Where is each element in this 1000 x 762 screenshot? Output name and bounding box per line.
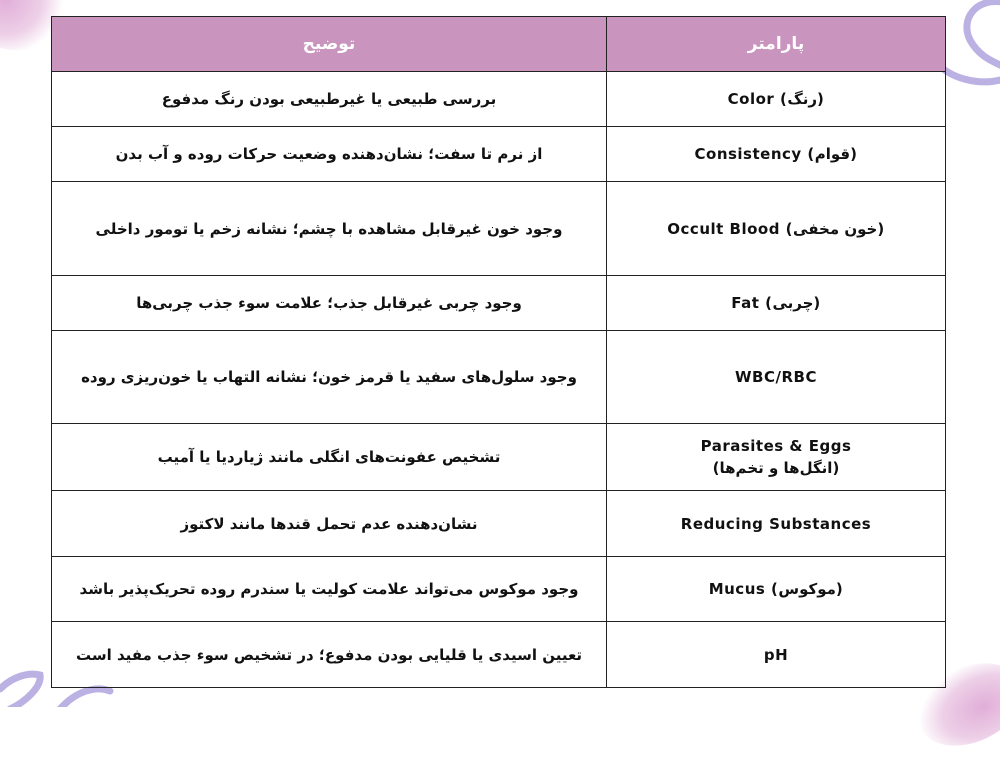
table-row bbox=[52, 72, 946, 127]
parameter-cell: pH bbox=[607, 622, 946, 688]
table-row bbox=[52, 622, 946, 688]
table-row bbox=[52, 424, 946, 491]
column-header-description: توضیح bbox=[52, 17, 607, 72]
description-cell: تشخیص عفونت‌های انگلی مانند ژیاردیا یا آمیب bbox=[52, 424, 607, 491]
parameter-cell: Mucus (موکوس) bbox=[607, 557, 946, 622]
table-row bbox=[52, 491, 946, 557]
description-cell: وجود موکوس می‌تواند علامت کولیت یا سندرم روده تحریک‌پذیر باشد bbox=[52, 557, 607, 622]
table-row bbox=[52, 276, 946, 331]
parameter-cell: Occult Blood (خون مخفی) bbox=[607, 182, 946, 276]
table-row bbox=[52, 182, 946, 276]
description-cell: وجود چربی غیرقابل جذب؛ علامت سوء جذب چربی‌ها bbox=[52, 276, 607, 331]
column-header-parameter: پارامتر bbox=[607, 17, 946, 72]
description-cell: از نرم تا سفت؛ نشان‌دهنده وضعیت حرکات روده و آب بدن bbox=[52, 127, 607, 182]
stool-test-parameters-table bbox=[51, 16, 946, 688]
parameter-cell: Reducing Substances bbox=[607, 491, 946, 557]
description-cell: وجود خون غیرقابل مشاهده با چشم؛ نشانه زخم یا تومور داخلی bbox=[52, 182, 607, 276]
table-row bbox=[52, 127, 946, 182]
parameter-cell: Color (رنگ) bbox=[607, 72, 946, 127]
parameter-line-1: Parasites & Eggs bbox=[700, 437, 852, 455]
table-row bbox=[52, 557, 946, 622]
parameter-line-2: (انگل‌ها و تخم‌ها) bbox=[712, 459, 840, 477]
parameter-cell: WBC/RBC bbox=[607, 331, 946, 424]
parameter-cell bbox=[607, 424, 946, 491]
description-cell: بررسی طبیعی یا غیرطبیعی بودن رنگ مدفوع bbox=[52, 72, 607, 127]
table-row bbox=[52, 331, 946, 424]
description-cell: وجود سلول‌های سفید یا قرمز خون؛ نشانه التهاب یا خون‌ریزی روده bbox=[52, 331, 607, 424]
table-header-row bbox=[52, 17, 946, 72]
parameter-cell: Consistency (قوام) bbox=[607, 127, 946, 182]
description-cell: نشان‌دهنده عدم تحمل قندها مانند لاکتوز bbox=[52, 491, 607, 557]
description-cell: تعیین اسیدی یا قلیایی بودن مدفوع؛ در تشخیص سوء جذب مفید است bbox=[52, 622, 607, 688]
parameter-cell: Fat (چربی) bbox=[607, 276, 946, 331]
